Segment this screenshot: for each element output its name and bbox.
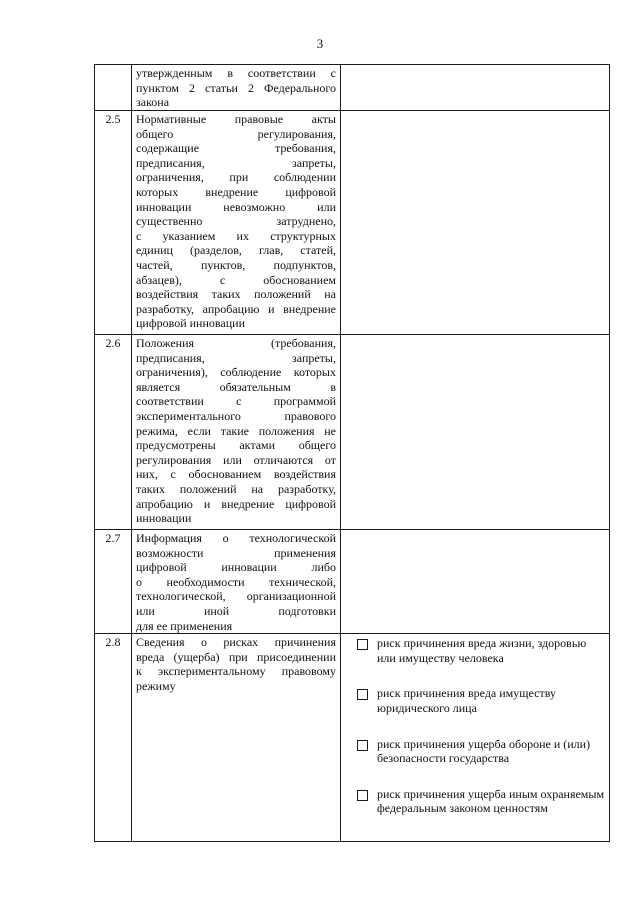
table-row <box>95 530 610 634</box>
description-line: общего регулирования, <box>136 126 336 141</box>
description-line: предписания, запреты, <box>136 155 336 170</box>
description-line: утвержденным в соответствии с <box>136 66 336 80</box>
description-line: возможности применения <box>136 545 336 560</box>
row-answer[interactable] <box>341 530 610 634</box>
description-line: цифровой инновации <box>136 316 245 331</box>
row-number: 2.6 <box>95 335 132 530</box>
description-line: цифровой инновации либо <box>136 560 336 575</box>
row-number <box>95 65 132 111</box>
description-line: абзацев), с обоснованием <box>136 272 336 287</box>
checkbox-icon[interactable] <box>357 639 368 650</box>
description-line: предписания, запреты, <box>136 350 336 365</box>
description-line: соответствии с программой <box>136 394 336 409</box>
row-description <box>132 335 341 530</box>
description-line: таких положений на разработку, <box>136 481 336 496</box>
risk-option[interactable] <box>357 787 605 816</box>
description-line: ограничения, при соблюдении <box>136 170 336 185</box>
risk-option[interactable] <box>357 636 605 665</box>
risk-option-label: риск причинения вреда жизни, здоровью или имуществу человека <box>377 636 587 665</box>
row-number: 2.7 <box>95 530 132 634</box>
description-line: Сведения о рисках причинения <box>136 635 336 650</box>
row-description <box>132 111 341 335</box>
description-line: для ее применения <box>136 618 233 633</box>
row-description <box>132 530 341 634</box>
description-line: экспериментального правового <box>136 408 336 423</box>
table-row <box>95 111 610 335</box>
risk-option-label: риск причинения вреда имуществу юридического лица <box>377 686 556 715</box>
row-number: 2.8 <box>95 634 132 842</box>
description-line: инновации невозможно или <box>136 199 336 214</box>
description-line: единиц (разделов, глав, статей, <box>136 243 336 258</box>
risk-option[interactable] <box>357 737 605 766</box>
description-line: содержащие требования, <box>136 141 336 156</box>
row-answer[interactable] <box>341 335 610 530</box>
checkbox-icon[interactable] <box>357 689 368 700</box>
description-line: или иной подготовки <box>136 603 336 618</box>
description-line: к экспериментальному правовому <box>136 664 336 679</box>
description-line: разработку, апробацию и внедрение <box>136 301 336 316</box>
description-line: апробацию и внедрение цифровой <box>136 496 336 511</box>
description-line: режима, если такие положения не <box>136 423 336 438</box>
description-line: пунктом 2 статьи 2 Федерального <box>136 80 336 95</box>
description-line: о необходимости технической, <box>136 574 336 589</box>
description-line: инновации <box>136 511 192 526</box>
checkbox-icon[interactable] <box>357 740 368 751</box>
row-answer <box>341 634 610 842</box>
description-line: регулирования или отличаются от <box>136 452 336 467</box>
description-line: вреда (ущерба) при присоединении <box>136 649 336 664</box>
table-row <box>95 65 610 111</box>
description-line: частей, пунктов, подпунктов, <box>136 257 336 272</box>
row-description <box>132 634 341 842</box>
form-table <box>94 64 610 842</box>
page-number: 3 <box>316 36 324 51</box>
description-line: Положения (требования, <box>136 336 336 350</box>
description-line: них, с обоснованием воздействия <box>136 467 336 482</box>
description-line: которых внедрение цифровой <box>136 184 336 199</box>
table-row <box>95 634 610 842</box>
description-line: Нормативные правовые акты <box>136 112 336 126</box>
risk-option-label: риск причинения ущерба обороне и (или) безопасности государства <box>377 736 591 766</box>
checkbox-icon[interactable] <box>357 790 368 801</box>
row-number: 2.5 <box>95 111 132 335</box>
description-line: Информация о технологической <box>136 531 336 545</box>
table-row <box>95 335 610 530</box>
risk-option-label: риск причинения ущерба иным охраняемым федеральным законом ценностям <box>377 786 605 816</box>
description-line: является обязательным в <box>136 379 336 394</box>
row-answer[interactable] <box>341 65 610 111</box>
description-line: с указанием их структурных <box>136 228 336 243</box>
description-line: ограничения), соблюдение которых <box>136 365 336 380</box>
row-answer[interactable] <box>341 111 610 335</box>
description-line: закона <box>136 95 170 110</box>
description-line: предусмотрены актами общего <box>136 438 336 453</box>
description-line: режиму <box>136 678 176 693</box>
description-line: существенно затруднено, <box>136 214 336 229</box>
table-body <box>95 65 610 842</box>
risk-option[interactable] <box>357 686 605 715</box>
row-description <box>132 65 341 111</box>
description-line: технологической, организационной <box>136 589 336 604</box>
description-line: воздействия таких положений на <box>136 287 336 302</box>
